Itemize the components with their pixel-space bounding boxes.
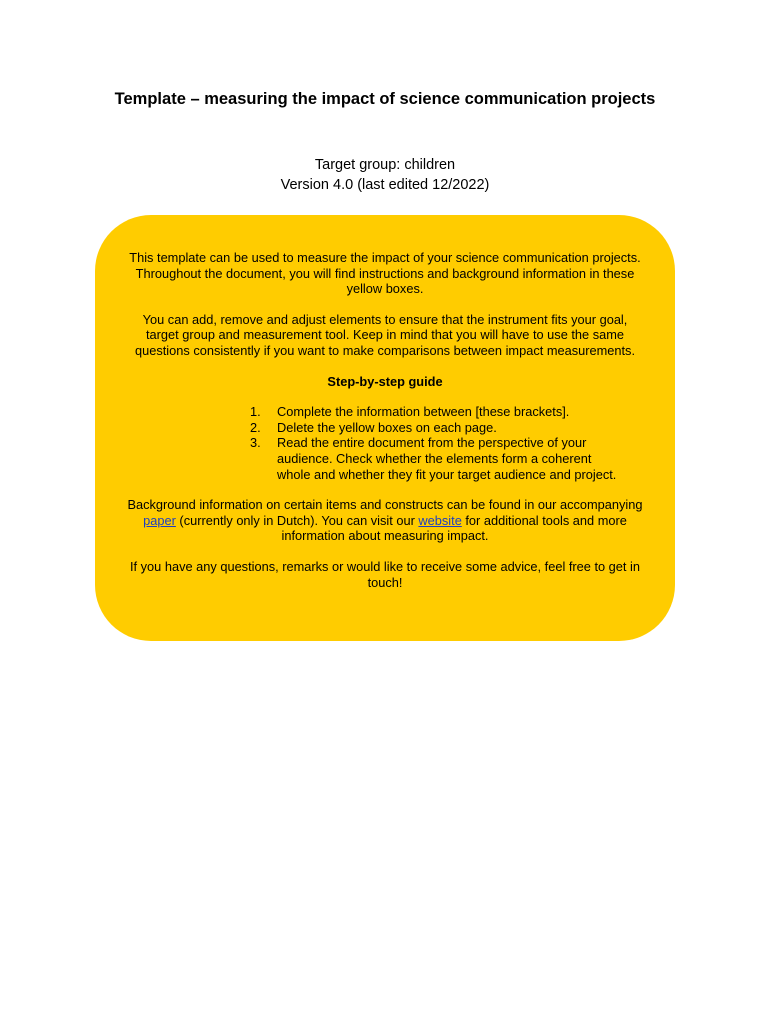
instructions-box <box>95 215 675 641</box>
contact-paragraph: If you have any questions, remarks or would like to receive some advice, feel free to get in touch! <box>129 558 640 590</box>
document-meta <box>185 155 585 195</box>
step-list <box>127 404 643 482</box>
version-line: Version 4.0 (last edited 12/2022) <box>280 177 490 193</box>
website-link[interactable]: website <box>418 512 462 528</box>
background-text-1: Background information on certain items and constructs can be found in our accompanying <box>127 497 643 513</box>
step-text: Delete the yellow boxes on each page. <box>277 419 497 435</box>
step-item <box>127 420 643 436</box>
adjust-paragraph: You can add, remove and adjust elements to ensure that the instrument fits your goal, target group and measurement tool. Keep in mind that you will have to use the same questions consistently if you want to make comparisons between impact measurements. <box>134 311 636 358</box>
step-number: 2. <box>250 419 261 435</box>
background-text-2: (currently only in Dutch). You can visit our <box>175 512 419 528</box>
intro-paragraph: This template can be used to measure the impact of your science communication projects. Throughout the document, you will find instructions and background information in these yellow boxes. <box>129 250 641 297</box>
step-text: Complete the information between [these brackets]. <box>277 404 570 420</box>
background-text-3: for additional tools and more information about measuring impact. <box>281 512 627 544</box>
target-group-line: Target group: children <box>314 157 456 173</box>
background-paragraph <box>127 497 643 544</box>
step-item <box>127 435 643 482</box>
step-number: 3. <box>250 435 261 451</box>
step-text: Read the entire document from the perspective of your audience. Check whether the elements form a coherent whole and whether they fit your target audience and project. <box>277 435 617 482</box>
document-title: Template – measuring the impact of science communication projects <box>114 90 656 108</box>
paper-link[interactable]: paper <box>143 512 176 528</box>
guide-heading: Step-by-step guide <box>327 373 443 389</box>
step-item <box>127 404 643 420</box>
step-number: 1. <box>250 404 261 420</box>
